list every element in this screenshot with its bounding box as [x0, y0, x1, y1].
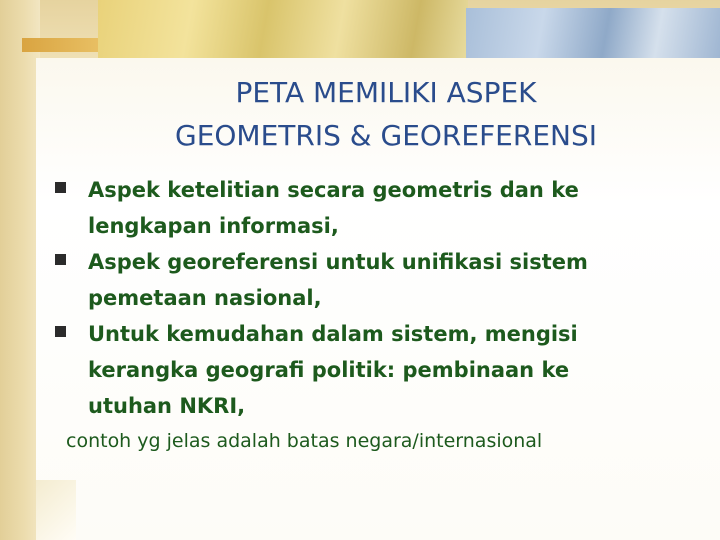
bullet-text-line: pemetaan nasional,: [88, 286, 322, 310]
decorative-corner: [36, 480, 76, 540]
bullet-text-line: kerangka geografi politik: pembinaan ke: [88, 358, 570, 382]
slide-footnote: contoh yg jelas adalah batas negara/internasional: [66, 430, 543, 452]
bullet-text-line: Untuk kemudahan dalam sistem, mengisi: [88, 322, 578, 346]
bullet-text-line: utuhan NKRI,: [88, 394, 246, 418]
bullet-item: [52, 172, 692, 244]
square-bullet-icon: [55, 182, 66, 193]
bullet-item: [52, 244, 692, 316]
decorative-leaf-image: [98, 0, 468, 58]
slide-title: [70, 71, 702, 157]
decorative-blue-image: [466, 8, 720, 58]
slide-title-line-2: GEOMETRIS & GEOREFERENSI: [175, 118, 597, 152]
square-bullet-icon: [55, 326, 66, 337]
bullet-text-line: Aspek georeferensi untuk unifikasi sistem: [88, 250, 588, 274]
bullet-text-line: Aspek ketelitian secara geometris dan ke: [88, 178, 579, 202]
background-left-band: [0, 0, 40, 540]
slide-title-line-1: PETA MEMILIKI ASPEK: [235, 75, 537, 109]
decorative-gold-bar: [22, 38, 98, 52]
bullet-text-line: lengkapan informasi,: [88, 214, 339, 238]
bullet-list: [52, 172, 692, 424]
square-bullet-icon: [55, 254, 66, 265]
bullet-item: [52, 316, 692, 424]
